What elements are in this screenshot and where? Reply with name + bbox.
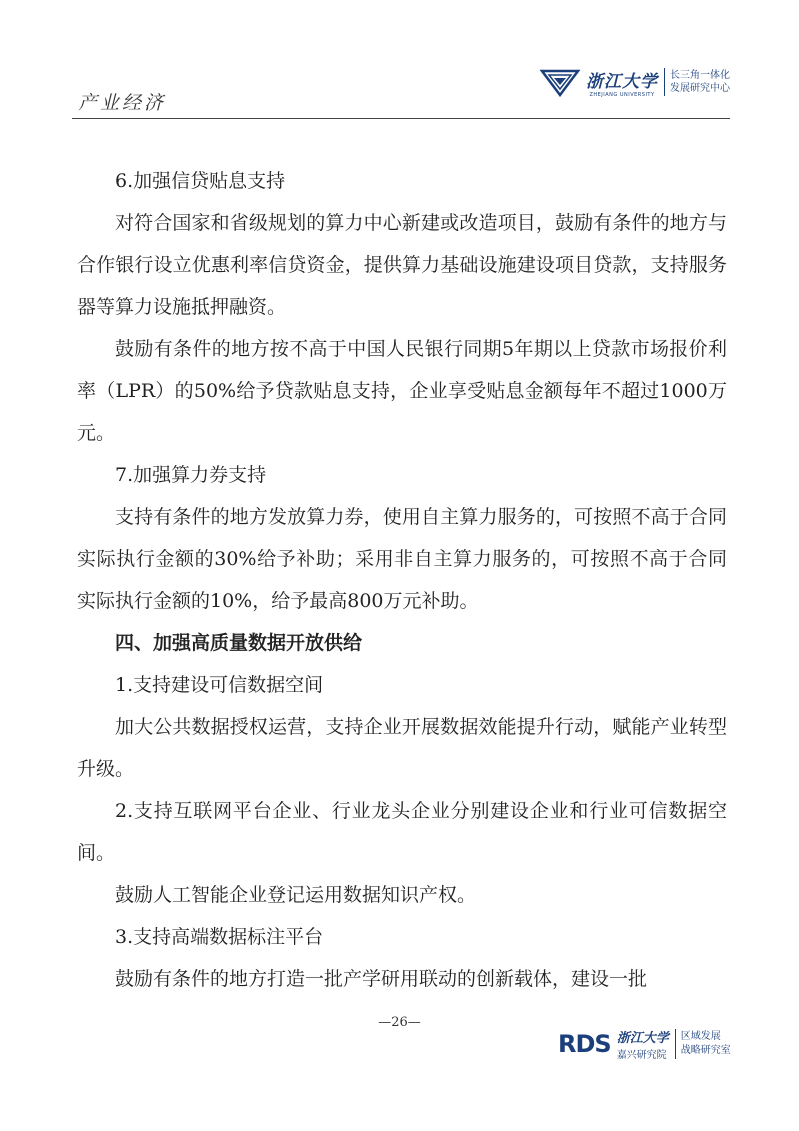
footer-office-name [681, 1030, 731, 1058]
footer-logo-divider [675, 1029, 676, 1059]
logo-divider [664, 68, 665, 96]
section-title: 产业经济 [78, 92, 167, 114]
paragraph: 加大公共数据授权运营，支持企业开展数据效能提升行动，赋能产业转型升级。 [77, 716, 727, 780]
footer-institute-name: 嘉兴研究院 [616, 1050, 667, 1061]
zju-name-en: ZHEJIANG UNIVERSITY [589, 91, 655, 98]
footer-zju-name: 浙江大学 [616, 1031, 669, 1046]
document-body [77, 160, 727, 1000]
footer-office-line1: 区域发展 [680, 1031, 721, 1042]
footer-logo [558, 1025, 731, 1063]
center-name-line2: 发展研究中心 [670, 83, 730, 94]
page-header [72, 62, 730, 120]
rds-logo: RDS [558, 1030, 611, 1058]
item-title: 3.支持高端数据标注平台 [115, 926, 324, 948]
zju-name-cn: 浙江大学 [586, 71, 658, 92]
zju-emblem-icon [538, 67, 582, 97]
header-logo [538, 62, 730, 102]
item-title: 7.加强算力券支持 [115, 464, 267, 486]
paragraph: 鼓励人工智能企业登记运用数据知识产权。 [115, 884, 477, 906]
header-divider [72, 118, 730, 119]
paragraph: 2.支持互联网平台企业、行业龙头企业分别建设企业和行业可信数据空间。 [77, 800, 727, 864]
paragraph: 鼓励有条件的地方打造一批产学研用联动的创新载体，建设一批 [115, 968, 648, 990]
section-heading: 四、加强高质量数据开放供给 [115, 632, 363, 654]
paragraph: 对符合国家和省级规划的算力中心新建或改造项目，鼓励有条件的地方与合作银行设立优惠利率信贷资金，提供算力基础设施建设项目贷款，支持服务器等算力设施抵押融资。 [77, 212, 727, 318]
item-title: 6.加强信贷贴息支持 [115, 170, 286, 192]
paragraph: 鼓励有条件的地方按不高于中国人民银行同期5年期以上贷款市场报价利率（LPR）的50%给予贷款贴息支持，企业享受贴息金额每年不超过1000万元。 [77, 338, 727, 444]
center-name [670, 69, 730, 95]
item-title: 1.支持建设可信数据空间 [115, 674, 324, 696]
paragraph: 支持有条件的地方发放算力券，使用自主算力服务的，可按照不高于合同实际执行金额的30%给予补助；采用非自主算力服务的，可按照不高于合同实际执行金额的10%，给予最高800万元补助。 [77, 506, 727, 612]
footer-office-line2: 战略研究室 [680, 1045, 731, 1056]
page-number: —26— [378, 1015, 421, 1030]
center-name-line1: 长三角一体化 [670, 70, 730, 81]
footer-zju-wordmark [617, 1027, 669, 1061]
zju-wordmark [586, 67, 658, 98]
